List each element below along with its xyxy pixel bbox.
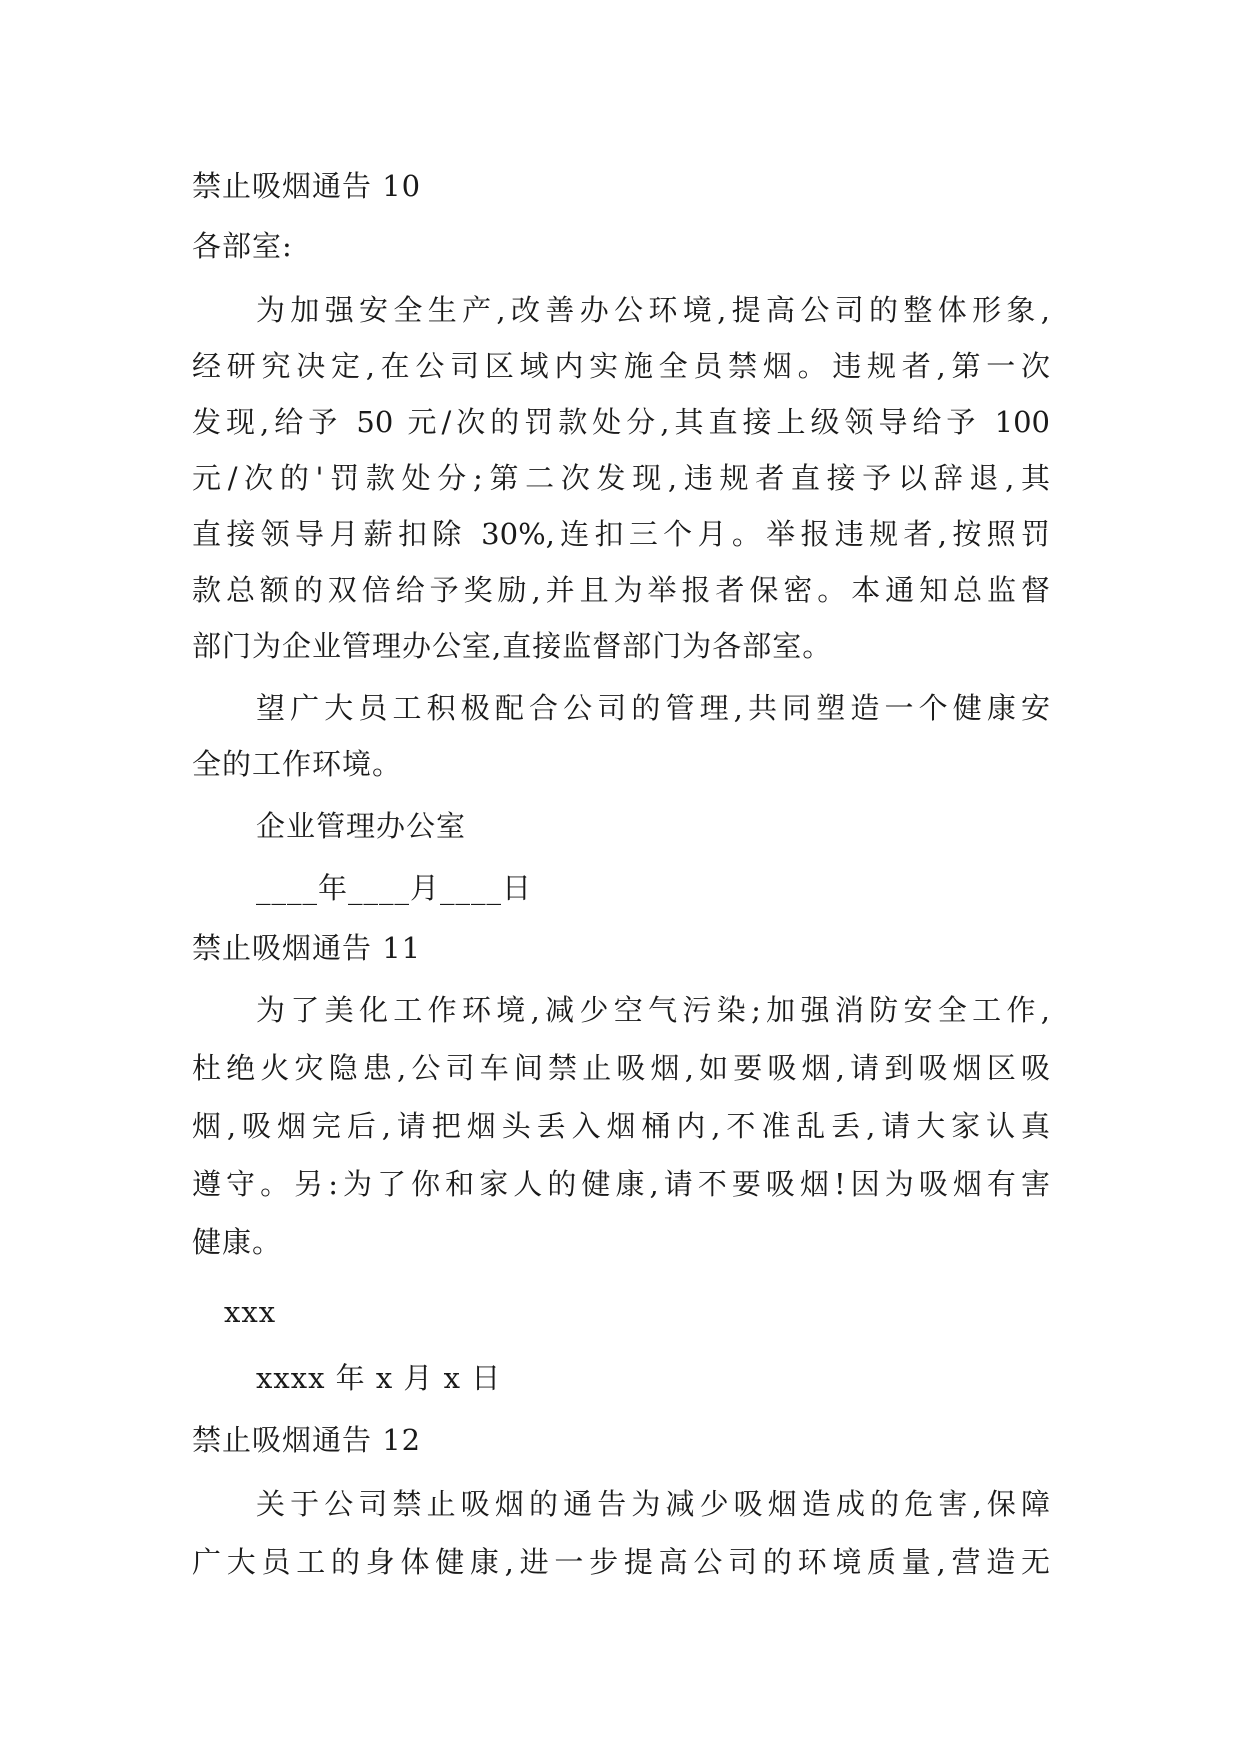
signer: xxx bbox=[224, 1295, 277, 1329]
date-line: xxxx 年 x 月 x 日 bbox=[256, 1361, 502, 1395]
paragraph-line: 健康。 bbox=[192, 1225, 283, 1259]
paragraph-line: 部门为企业管理办公室,直接监督部门为各部室。 bbox=[192, 629, 833, 663]
paragraph-line: 直接领导月薪扣除 30%,连扣三个月。举报违规者,按照罚 bbox=[192, 517, 1050, 551]
paragraph-line: 经研究决定,在公司区域内实施全员禁烟。违规者,第一次 bbox=[192, 349, 1050, 383]
paragraph-line: 望广大员工积极配合公司的管理,共同塑造一个健康安 bbox=[256, 691, 1050, 725]
paragraph-line: 发现,给予 50 元/次的罚款处分,其直接上级领导给予 100 bbox=[192, 405, 1050, 439]
section-title: 禁止吸烟通告 12 bbox=[192, 1423, 422, 1457]
paragraph-line: 为加强安全生产,改善办公环境,提高公司的整体形象, bbox=[256, 293, 1050, 327]
salutation: 各部室: bbox=[192, 229, 293, 263]
paragraph-line: 款总额的双倍给予奖励,并且为举报者保密。本通知总监督 bbox=[192, 573, 1050, 607]
paragraph-line: 关于公司禁止吸烟的通告为减少吸烟造成的危害,保障 bbox=[256, 1487, 1050, 1521]
paragraph-line: 全的工作环境。 bbox=[192, 747, 403, 781]
paragraph-line: 杜绝火灾隐患,公司车间禁止吸烟,如要吸烟,请到吸烟区吸 bbox=[192, 1051, 1050, 1085]
signer: 企业管理办公室 bbox=[256, 809, 467, 843]
paragraph-line: 广大员工的身体健康,进一步提高公司的环境质量,营造无 bbox=[192, 1545, 1050, 1579]
paragraph-line: 烟,吸烟完后,请把烟头丢入烟桶内,不准乱丢,请大家认真 bbox=[192, 1109, 1050, 1143]
date-line: ____年____月____日 bbox=[256, 871, 533, 905]
paragraph-line: 为了美化工作环境,减少空气污染;加强消防安全工作, bbox=[256, 993, 1050, 1027]
paragraph-line: 遵守。另:为了你和家人的健康,请不要吸烟!因为吸烟有害 bbox=[192, 1167, 1050, 1201]
section-title: 禁止吸烟通告 10 bbox=[192, 169, 422, 203]
paragraph-line: 元/次的'罚款处分;第二次发现,违规者直接予以辞退,其 bbox=[192, 461, 1050, 495]
section-title: 禁止吸烟通告 11 bbox=[192, 931, 422, 965]
